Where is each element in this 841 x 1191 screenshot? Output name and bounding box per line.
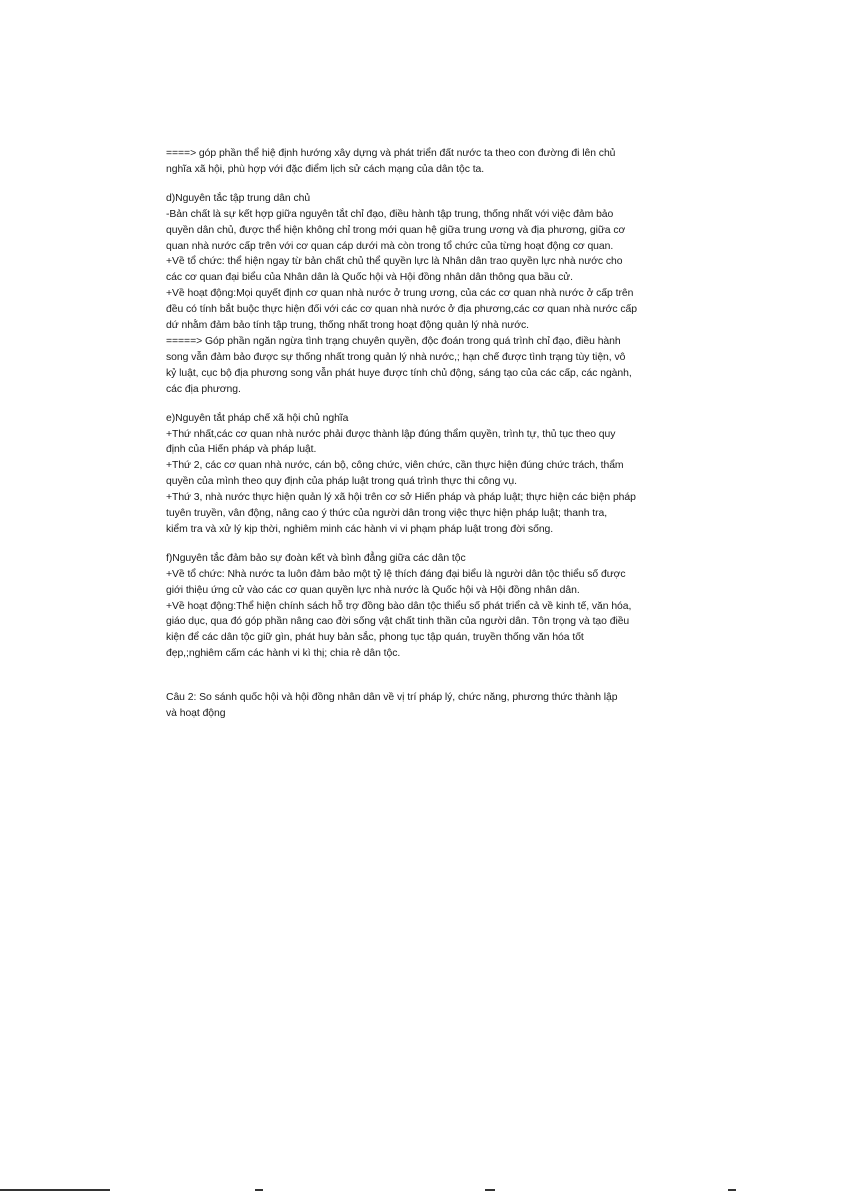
text-line: +Thứ nhất,các cơ quan nhà nước phải được thành lập đúng thẩm quyền, trình tự, thủ tục theo quy <box>166 428 616 440</box>
intro-paragraph <box>166 146 678 178</box>
text-line: -Bản chất là sự kết hợp giữa nguyên tắt chỉ đạo, điều hành tập trung, thống nhất với việc đảm bảo <box>166 208 614 220</box>
question-2 <box>166 690 678 722</box>
document-body <box>166 146 678 722</box>
text-line: đều có tính bắt buộc thực hiện đối với các cơ quan nhà nước ở địa phương,các cơ quan nhà nước cấp <box>166 304 637 316</box>
text-line: các cơ quan đại biểu của Nhân dân là Quốc hội và Hội đồng nhân dân thông qua bầu cử. <box>166 272 574 284</box>
text-line: +Về hoạt động:Thể hiện chính sách hỗ trợ đồng bào dân tộc thiểu số phát triển cả về kinh tế, văn hóa, <box>166 600 632 612</box>
text-line: +Về tổ chức: Nhà nước ta luôn đảm bảo một tỷ lệ thích đáng đại biểu là người dân tộc thiểu số được <box>166 568 626 580</box>
section-f <box>166 551 678 662</box>
section-heading: e)Nguyên tắt pháp chế xã hội chủ nghĩa <box>166 412 349 424</box>
text-line: kiện để các dân tộc giữ gìn, phát huy bản sắc, phong tục tập quán, truyền thống văn hóa tốt <box>166 632 584 644</box>
text-line: dứ nhằm đảm bảo tính tập trung, thống nhất trong hoạt động quản lý nhà nước. <box>166 320 529 332</box>
text-line: nghĩa xã hội, phù hợp với đặc điểm lịch sử cách mạng của dân tộc ta. <box>166 163 485 175</box>
text-line: các địa phương. <box>166 383 241 395</box>
section-d <box>166 191 678 398</box>
text-line: +Thứ 2, các cơ quan nhà nước, cán bộ, công chức, viên chức, cần thực hiện đúng chức trách, thẩm <box>166 460 624 472</box>
section-e <box>166 411 678 538</box>
question-text: và hoạt động <box>166 708 226 720</box>
text-line: +Thứ 3, nhà nước thực hiện quản lý xã hội trên cơ sở Hiến pháp và pháp luật; thực hiện các biện pháp <box>166 492 636 504</box>
section-heading: f)Nguyên tắc đảm bảo sự đoàn kết và bình đẳng giữa các dân tộc <box>166 552 466 564</box>
text-line: ====> góp phần thể hiệ định hướng xây dựng và phát triển đất nước ta theo con đường đi lên chủ <box>166 148 616 159</box>
text-line: kiểm tra và xử lý kịp thời, nghiêm minh các hành vi vi phạm pháp luật trong đời sống. <box>166 523 554 535</box>
text-line: +Về tổ chức: thể hiện ngay từ bản chất chủ thể quyền lực là Nhân dân trao quyền lực nhà nước cho <box>166 256 623 268</box>
text-line: quan nhà nước cấp trên với cơ quan cáp dưới mà còn trong tổ chức của từng hoạt động cơ quan. <box>166 240 614 252</box>
text-line: giáo dục, qua đó góp phần nâng cao đời sống vật chất tinh thần của người dân. Tôn trọng và tạo điều <box>166 616 630 628</box>
text-line: giới thiệu ứng cử vào các cơ quan quyền lực nhà nước là Quốc hội và Hội đồng nhân dân. <box>166 584 580 596</box>
text-line: +Về hoạt động:Mọi quyết định cơ quan nhà nước ở trung ương, của các cơ quan nhà nước ở cấp trên <box>166 288 634 300</box>
section-heading: d)Nguyên tắc tập trung dân chủ <box>166 192 311 204</box>
text-line: tuyên truyền, vân động, nâng cao ý thức của người dân trong việc thực hiện pháp luật; thanh tra, <box>166 508 608 520</box>
text-line: đẹp,;nghiêm cấm các hành vi kì thị; chia rẻ dân tộc. <box>166 648 401 660</box>
text-line: quyền của mình theo quy định của pháp luật trong quá trình thực thi công vụ. <box>166 476 517 488</box>
text-line: =====> Góp phần ngăn ngừa tình trạng chuyên quyền, độc đoán trong quá trình chỉ đạo, điều hành <box>166 335 621 347</box>
text-line: quyền dân chủ, được thể hiện không chỉ trong mới quan hệ giữa trung ương và địa phương, giữa cơ <box>166 224 626 236</box>
text-line: song vẫn đảm bảo được sự thống nhất trong quản lý nhà nước,; hạn chế được tình trạng tùy tiện, vô <box>166 351 626 363</box>
text-line: kỷ luật, cục bộ địa phương song vẫn phát huye được tính chủ động, sáng tạo của các cấp, các ngành, <box>166 367 632 379</box>
question-text: Câu 2: So sánh quốc hội và hội đồng nhân dân về vị trí pháp lý, chức năng, phương thức thành lập <box>166 692 618 704</box>
text-line: định của Hiến pháp và pháp luật. <box>166 444 317 456</box>
